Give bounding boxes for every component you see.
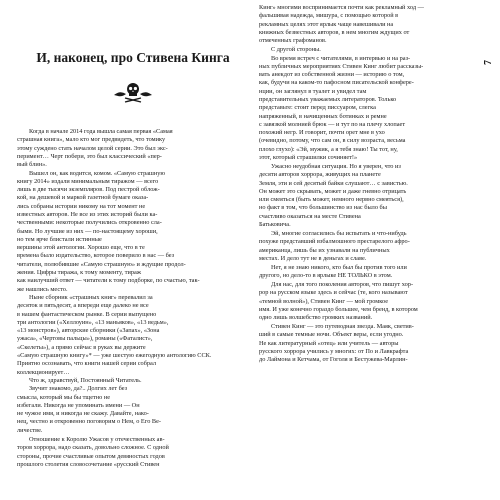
paragraph-12	[259, 281, 479, 322]
paragraph-10	[259, 230, 479, 263]
paragraph-text: Вышел он, как водится, комом. «Самую страшную книгу 2014» издали минимальным тиражом — всего лишь в две тысячи экземпляров. Под пестрой облож- кой, на дешевой и маркой газетной бумаге оказа- лись собраны истории никому на тот момент не известных авторов. Не все из этих историй были ка- чественными: некоторые получились откровенно сла- быми. Но лучшие из них — по-настоящему хороши, но тем ярче блистали истинные вершины этой антологии. Хорошо еще, что в те времена было издательство, которое поверило в нас — без читатели, полюбившие «Самую страшную» и ждущие продол- жения. Цифры тиража, к тому моменту, тираж как наилучший ответ — читатели к тому подборке, по счастью, так- же нашлись место.	[17, 169, 200, 293]
paragraph-5	[17, 436, 249, 469]
paragraph-6	[259, 4, 479, 45]
paragraph-text: Нет, я не знаю никого, кто был бы против того или другого, но дело-то в ярлыке НЕ ТОЛЬКО в этом.	[259, 264, 407, 280]
paragraph-text: Что ж, здравствуй, Постоянный Читатель. Звучит знакомо, да?.. Долгих лет без смысла, который мы бы тщетно не избегали. Никогда не упоминать имени — Он не чужое имя, и никогда не скажу. Давайте, нако- нец, честно и откровенно поговорим о Нем, о Его Ве- личестве.	[17, 377, 162, 434]
paragraph-text: Во время встреч с читателями, в интервью и на раз- ных публичных мероприятиях Стивен Кинг любит рассказы- вать анекдот из собственной жизни — историю о том, как, будучи на каком-то пафосном писательской конфере- нции, он заглянул в туалет и увидел там представительных уважаемых литераторов. Только представьте: стоит перед писсуаром, слегка напряженный, в начищенных ботинках и ремне с завязкой молнией брюк — и тут по на плечу хлопает похожий негр. И говорит, почти орет мне в ухо (очевидно, потому, что сам он, в силу возраста, весьма плохо глухо): «Эй, мужик, а я тебя знаю! Ты тот, ну, этот, который страшилки сочиняет!»	[259, 54, 424, 162]
paragraph-text: Отношение к Королю Ужасов у отечественных ав- торов хоррора, надо сказать, довольно сложное. С одной стороны, прочие счастливые опытом девяностых годов прошлого столетия словосочетание «русский Стивен	[17, 436, 169, 468]
paragraph-text: Ныне сборник «страшных книг» перевалил за десяток и пятьдесят, а впереди еще далеко не все в нашем фантастическом рынке. В серии выпущено три антологии («Хеллоуин», «13 маньяков», «13 ведьм», «13 монстров»), авторские сборники («Запах», «Зона ужаса», «Чертовы пальцы»), романы («Фаталист», «Скелеты»), а прямо сейчас в руках вы держите «Самую страшную книгу»* — уже шестую ежегодную антологию ССК. Приятно осознавать, что книги нашей серии собрал коллекционирует…	[17, 294, 212, 376]
skull-ornament-icon	[112, 78, 154, 104]
paragraph-13	[259, 323, 479, 364]
paragraph-3	[17, 294, 249, 377]
chapter-heading: И, наконец, про Стивена Кинга	[36, 50, 230, 65]
paragraph-text: Когда в начале 2014 года вышла самая первая «Самая страшная книга», мало кто мог предвидеть, что томику этому суждено стать началом целой серии. Это был экс- перимент… Черт побери, это был классический «пер- вый блин».	[17, 128, 173, 169]
paragraph-9	[259, 163, 479, 229]
paragraph-7	[259, 46, 479, 54]
paragraph-text: Для нас, для того поколения авторов, что пишут хор- рор на русском языке здесь и сейчас (те, кого называют «темной волной»), Стивен Кинг — мой громкое имя. И уже конечно гораздо большее, чем бренд, в котором одно лишь волшебство громких названий.	[259, 281, 418, 322]
paragraph-11	[259, 264, 479, 281]
page-number: 7	[483, 60, 494, 65]
paragraph-text: Кинг» многими воспринимается почти как рекламный ход — фальшивая надежда, мишура, с помощью которой в рекламных целях этот ярлык чаще навешивали на книжных безвестных авторов, в нем многим ждущих от отмеченных графоманов.	[259, 4, 424, 45]
paragraph-8	[259, 55, 479, 163]
paragraph-1	[17, 128, 249, 169]
paragraph-4	[17, 377, 249, 435]
paragraph-text: Стивен Кинг — это путеводная звезда. Маяк, светив- ший в самые темные ночи. Объект веры, если угодно. Не как литературный «отец» или учитель — авторы русского хоррора учились у многих: от По и Лавкрафта до Лаймона и Кетчама, от Гоголя и Бестужева-Марлин-	[259, 323, 414, 364]
paragraph-text: С другой стороны.	[271, 46, 321, 53]
paragraph-text: Ужасно неудобная ситуация. Но я уверен, что из десяти авторов хоррора, живущих на планете Земля, эти и сей десятый байки слушают… с завистью. Он может это скрывать, может и даже гневно отрицать или смеяться (быть может, немного нервно смеяться), но факт в том, что большинство из нас было бы счастливо оказаться на месте Стивена Батьковича.	[259, 163, 408, 229]
paragraph-2	[17, 170, 249, 294]
paragraph-text: Эй, многие согласились бы испытать и что-нибудь похуже представший взбалмошного престарелого афро- американца, лишь бы их узнавали на публичных местах. И дело тут не в деньгах и славе.	[259, 230, 410, 262]
